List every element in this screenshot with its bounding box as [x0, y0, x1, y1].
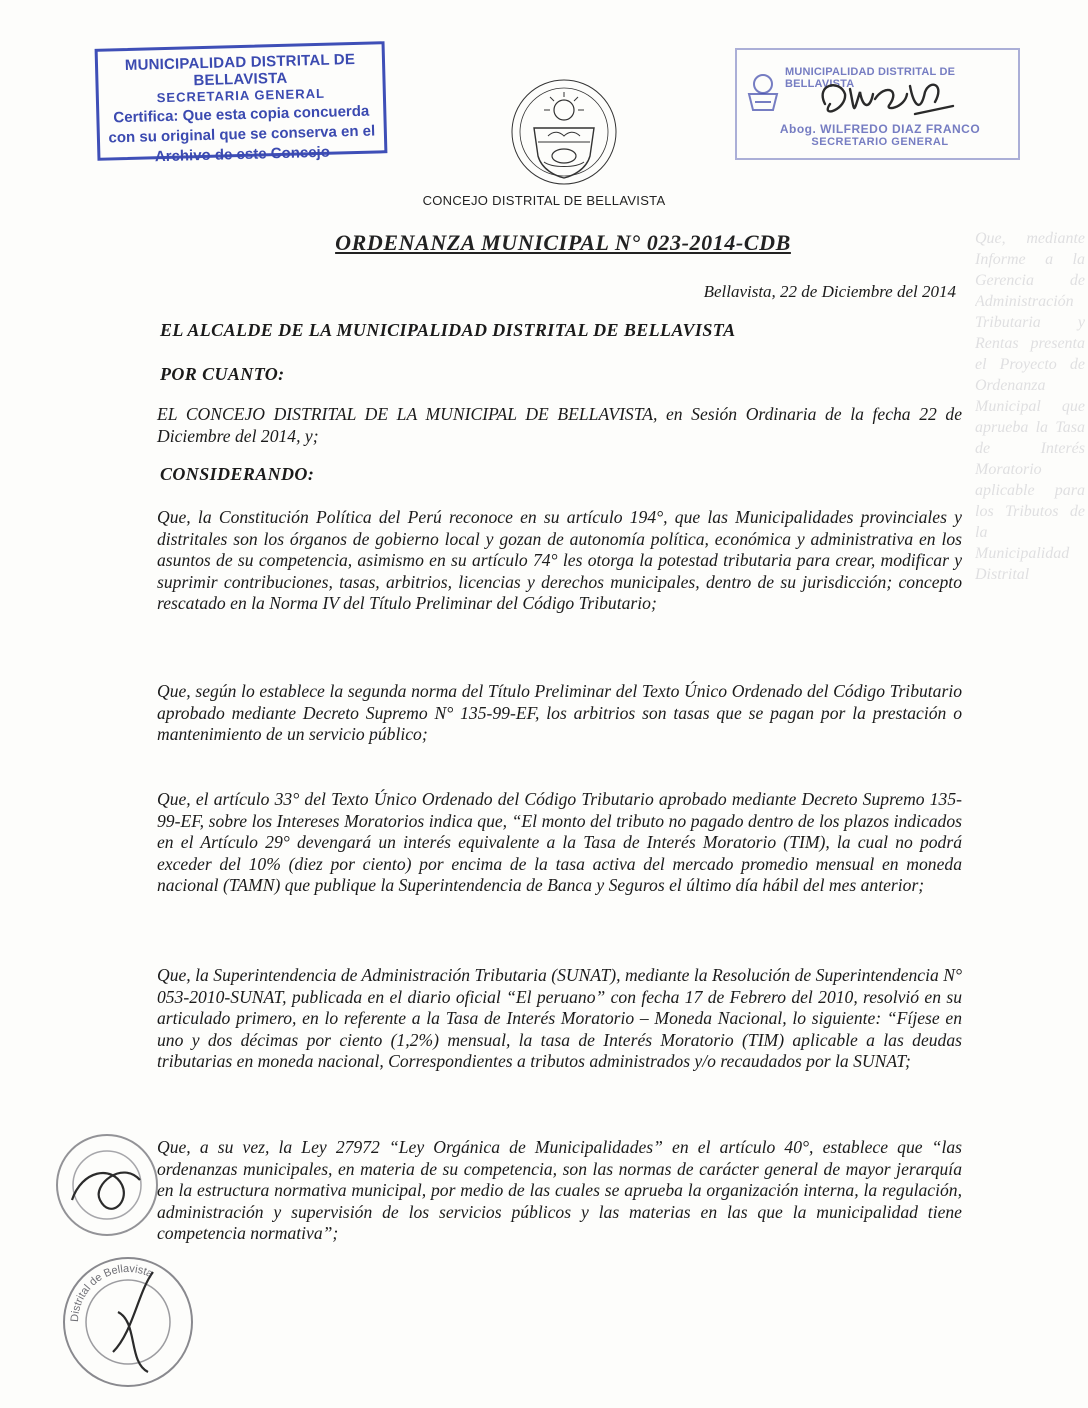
stamp-emblem-icon: [743, 68, 783, 114]
considerando-heading: CONSIDERANDO:: [160, 464, 315, 484]
council-session-text: EL CONCEJO DISTRITAL DE LA MUNICIPAL DE BELLAVISTA, en Sesión Ordinaria de la fecha 22 de Diciembre del 2014, y;: [157, 404, 962, 446]
stamp-office: SECRETARIA GENERAL: [156, 85, 326, 106]
stamp-cert-line1: Certifica: Que esta copia concuerda: [113, 102, 370, 127]
mayor-heading: EL ALCALDE DE LA MUNICIPALIDAD DISTRITAL DE BELLAVISTA: [160, 320, 736, 340]
municipal-crest-icon: [508, 70, 620, 195]
certification-stamp: [95, 41, 388, 166]
signatory-role: SECRETARIO GENERAL: [811, 136, 949, 148]
paragraph-sunat-resolution: Que, la Superintendencia de Administración Tributaria (SUNAT), mediante la Resolución de Superintendencia N° 053-2010-SUNAT, publicada en el diario oficial “El peruano” con fecha 17 de Febrero del 2010, resolvió en su articulado primero, en lo referente a la Tasa de Interés Moratorio – Moneda Nacional, lo siguiente: “Fíjese en uno y dos décimas por ciento (1,2%) mensual, la tasa de Interés Moratorio (TIM) aplicable a las deudas tributarias en moneda nacional, Correspondientes a tributos administrados y/o recaudados por la SUNAT;: [157, 965, 962, 1071]
bleed-through-text-2: [555, 660, 975, 680]
round-seal-lower: [58, 1252, 198, 1392]
stamp-cert-line3: Archivo de este Concejo: [154, 143, 331, 166]
signature-stamp-municipality: MUNICIPALIDAD DISTRITAL DE BELLAVISTA: [785, 66, 956, 90]
paragraph-organic-law: Que, a su vez, la Ley 27972 “Ley Orgánica de Municipalidades” en el artículo 40°, establece que “las ordenanzas municipales, en materia de su competencia, son las normas de carácter general de mayor jerarquía en la estructura normativa municipal, por medio de las cuales se aprueba la organización interna, la regulación, administración y supervisión de los servicios públicos y las materias en las que la municipalidad tiene competencia normativa”;: [157, 1137, 962, 1243]
signatory-name: Abog. WILFREDO DIAZ FRANCO: [779, 122, 981, 136]
stamp-cert-line2: con su original que se conserva en el: [108, 122, 376, 147]
bleed-through-text: Que, mediante Informe a la Gerencia de Administración Tributaria y Rentas presenta el Proyecto de Ordenanza Municipal que aprueba la Tasa de Interés Moratorio aplicable para los Tributos de la Municipalidad Distrital: [975, 230, 1085, 583]
paragraph-article-33: Que, el artículo 33° del Texto Único Ordenado del Código Tributario aprobado mediante Decreto Supremo 135-99-EF, sobre los Intereses Moratorios indica que, “El monto del tributo no pagado dentro de los plazos indicados en el Artículo 29° devengará un interés equivalente a la Tasa de Interés Moratorio (TIM), la cual no podrá exceder del 10% (diez por ciento) por encima de la tasa activa del mercado promedio mensual en moneda nacional (TAMN) que publique la Superintendencia de Banca y Seguros el último día hábil del mes anterior;: [157, 789, 962, 895]
ordinance-title: ORDENANZA MUNICIPAL N° 023-2014-CDB: [335, 230, 791, 255]
seal-text: Distrital de Bellavista: [68, 1262, 155, 1323]
council-name: CONCEJO DISTRITAL DE BELLAVISTA: [422, 193, 666, 208]
por-cuanto-heading: POR CUANTO:: [160, 364, 285, 384]
document-date: Bellavista, 22 de Diciembre del 2014: [703, 282, 956, 301]
paragraph-tax-code: Que, según lo establece la segunda norma del Título Preliminar del Texto Único Ordenado del Código Tributario aprobado mediante Decreto Supremo N° 135-99-EF, los arbitrios son tasas que se pagan por la prestación o mantenimiento de un servicio público;: [157, 681, 962, 744]
round-seal-upper: [52, 1130, 162, 1240]
stamp-municipality: MUNICIPALIDAD DISTRITAL DE BELLAVISTA: [124, 51, 356, 90]
signature-stamp: [735, 48, 1020, 160]
paragraph-constitution: Que, la Constitución Política del Perú reconoce en su artículo 194°, que las Municipalidades provinciales y distritales son los órganos de gobierno local y gozan de autonomía política, económica y administrativa en los asuntos de su competencia, asimismo en su artículo 74° les otorga la potestad tributaria para crear, modificar y suprimir contribuciones, tasas, arbitrios, licencias y derechos municipales, dentro de su jurisdicción; concepto rescatado en la Norma IV del Título Preliminar del Código Tributario;: [157, 507, 962, 613]
